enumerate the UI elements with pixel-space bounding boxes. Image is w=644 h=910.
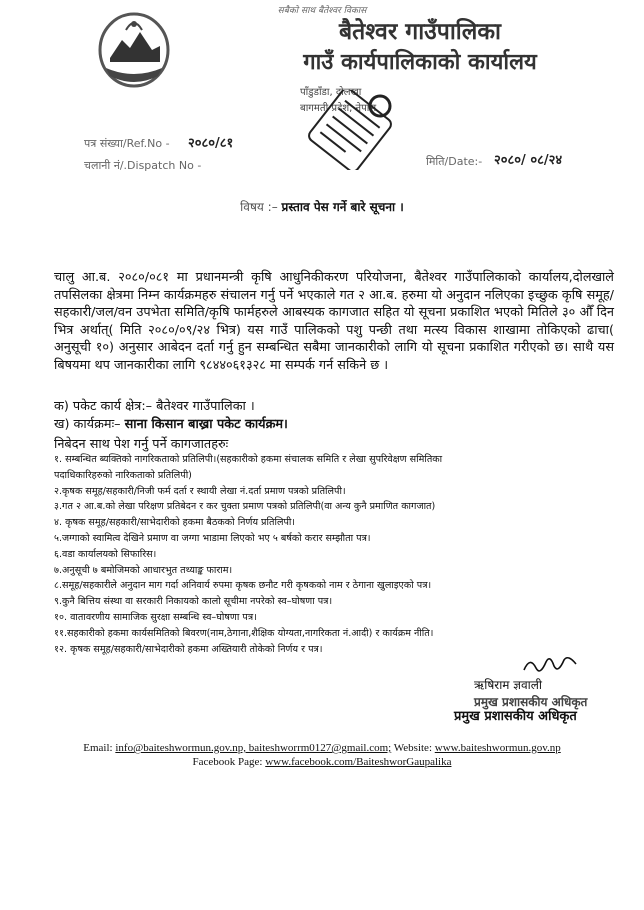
email-label: Email: xyxy=(83,742,113,754)
nepal-emblem-icon xyxy=(96,10,172,90)
office-subtitle: गाउँ कार्यपालिकाको कार्यालय xyxy=(303,50,537,75)
program-value: साना किसान बाख्रा पकेट कार्यक्रम। xyxy=(124,417,288,432)
date-value: २०८०/ ०८/२४ xyxy=(494,153,563,168)
notice-paragraph: चालु आ.ब. २०८०/०८१ मा प्रधानमन्त्री कृषि आधुनिकीकरण परियोजना, बैतेश्वर गाउँपालिकाको कार्यालय,दोलखाले तपसिलका क्षेत्रमा निम्न कार्यक्रमहरु संचालन गर्नु पर्ने भएकाले गत २ आ.ब. हरुमा यो अनुदान नलिएका इच्छुक कृषि समूह/सहकारी/जल/वन उपभेता समिति/कृषि फार्महरुले आबस्यक कागजात सहित यो सूचना प्रकाशित भएको मितिले ३० औँ दिन भित्र अर्थात्( मिति २०८०/०९/२४ भित्र) यस गाउँ पालिकको पशु पन्छी तथा मत्स्य विकास शाखामा तोकिएको ढाचा( अनुसूची १०) अनुसार आबेदन दर्ता गर्नु हुन सम्बन्धित सबैमा जानकारीको लागि यो सूचना प्रकाशित गरीएको छ। साथै यस बिषयमा थप जानकारीका लागि ९८४४०६१३२८ मा सम्पर्क गर्न सकिने छ । xyxy=(54,270,614,373)
signatory-name: ऋषिराम ज्ञवाली xyxy=(474,678,543,692)
address-line1: पाँडुडाँडा, दोलखा xyxy=(300,87,362,98)
office-stamp-icon xyxy=(300,90,400,170)
subject-text: प्रस्ताव पेस गर्ने बारे सूचना । xyxy=(281,200,404,214)
email-link[interactable]: info@baiteshwormun.gov.np, baiteshworrm0127@gmail.com; xyxy=(115,742,392,754)
list-item: १२. कृषक समूह/सहकारी/साभेदारीको हकमा अख्तियारी तोकेको निर्णय र पत्र। xyxy=(54,643,323,655)
tagline: सबैको साथ बैतेश्वर विकास xyxy=(277,6,367,16)
footer-facebook-line xyxy=(0,756,644,768)
facebook-link[interactable]: www.facebook.com/BaiteshworGaupalika xyxy=(265,756,452,768)
list-item: ४. कृषक समूह/सहकारी/साभेदारीको हकमा बैठकको निर्णय प्रतिलिपी। xyxy=(54,517,296,529)
list-item: १. सम्बन्धित ब्यक्तिको नागरिकताको प्रतिलिपी।(सहकारीको हकमा संचालक समिति र लेखा सुपरिवेक्षण समितिका xyxy=(54,454,443,465)
list-item: ९.कुनै बित्तिय संस्था वा सरकारी निकायको कालो सूचीमा नपरेको स्व–घोषणा पत्र। xyxy=(54,596,333,608)
signatory-post-stamp: प्रमुख प्रशासकीय अधिकृत xyxy=(474,695,588,709)
ref-no-value: २०८०/८१ xyxy=(188,136,234,151)
list-item: ५.जग्गाको स्वामित्व देखिने प्रमाण वा जग्गा भाडामा लिएको भए ५ बर्षको करार सम्झौता पत्र। xyxy=(54,532,371,544)
documents-list xyxy=(54,452,614,657)
date-label: मिति/Date:- xyxy=(426,155,483,168)
program-line xyxy=(54,414,288,432)
list-item: १०. वातावरणीय सामाजिक सुरक्षा सम्बन्धि स्व–घोषणा पत्र। xyxy=(54,611,257,623)
list-item: ११.सहकारीको हकमा कार्यसमितिको बिवरण(नाम,ठेगाना,शैक्षिक योग्यता,नागरिकता नं.आदी) र कार्यक्रम नीति। xyxy=(54,627,434,639)
list-item: ६.वडा कार्यालयको सिफारिस। xyxy=(54,548,157,560)
list-item: २.कृषक समूह/सहकारी/निजी फर्म दर्ता र स्थायी लेखा नं.दर्ता प्रमाण पत्रको प्रतिलिपी। xyxy=(54,485,346,497)
dispatch-no-label: चलानी नं/.Dispatch No - xyxy=(84,159,202,172)
website-label: Website: xyxy=(393,742,432,754)
facebook-label: Facebook Page: xyxy=(192,756,263,768)
subject-label: विषय :– xyxy=(240,200,278,214)
office-title: बैतेश्वर गाउँपालिका xyxy=(339,19,501,45)
signatory-post: प्रमुख प्रशासकीय अधिकृत xyxy=(454,709,577,724)
footer-contact-line xyxy=(0,742,644,754)
program-label: ख) कार्यक्रमः– xyxy=(54,417,121,432)
website-link[interactable]: www.baiteshwormun.gov.np xyxy=(434,742,561,754)
list-item: ३.गत २ आ.ब.को लेखा परिक्षण प्रतिबेदन र कर चुक्ता प्रमाण पत्रको प्रतिलिपी(वा अन्य कुनै प्रमाणित कागजात) xyxy=(54,501,436,513)
list-item: ७.अनुसूची ७ बमोजिमको आधारभुत तथ्याङ्क फाराम। xyxy=(54,564,233,576)
ref-no-label: पत्र संख्या/Ref.No - xyxy=(84,137,170,150)
documents-heading: निबेदन साथ पेश गर्नु पर्ने कागजातहरुः xyxy=(54,437,229,452)
address-line2: बागमती प्रदेश, नेपाल xyxy=(300,103,377,114)
list-item: पदाधिकारिहरुको नारिकताको प्रतिलिपी) xyxy=(54,469,192,481)
subject-line xyxy=(0,198,644,215)
list-item: ८.समूह/सहकारीले अनुदान माग गर्दा अनिवार्य रुपमा कृषक छनौट गरी कृषकको नाम र ठेगाना खुलाइएको पत्र। xyxy=(54,580,432,592)
signature-icon xyxy=(520,652,580,678)
pocket-area-line: क) पकेट कार्य क्षेत्र:– बैतेश्वर गाउँपालिका । xyxy=(54,399,255,414)
